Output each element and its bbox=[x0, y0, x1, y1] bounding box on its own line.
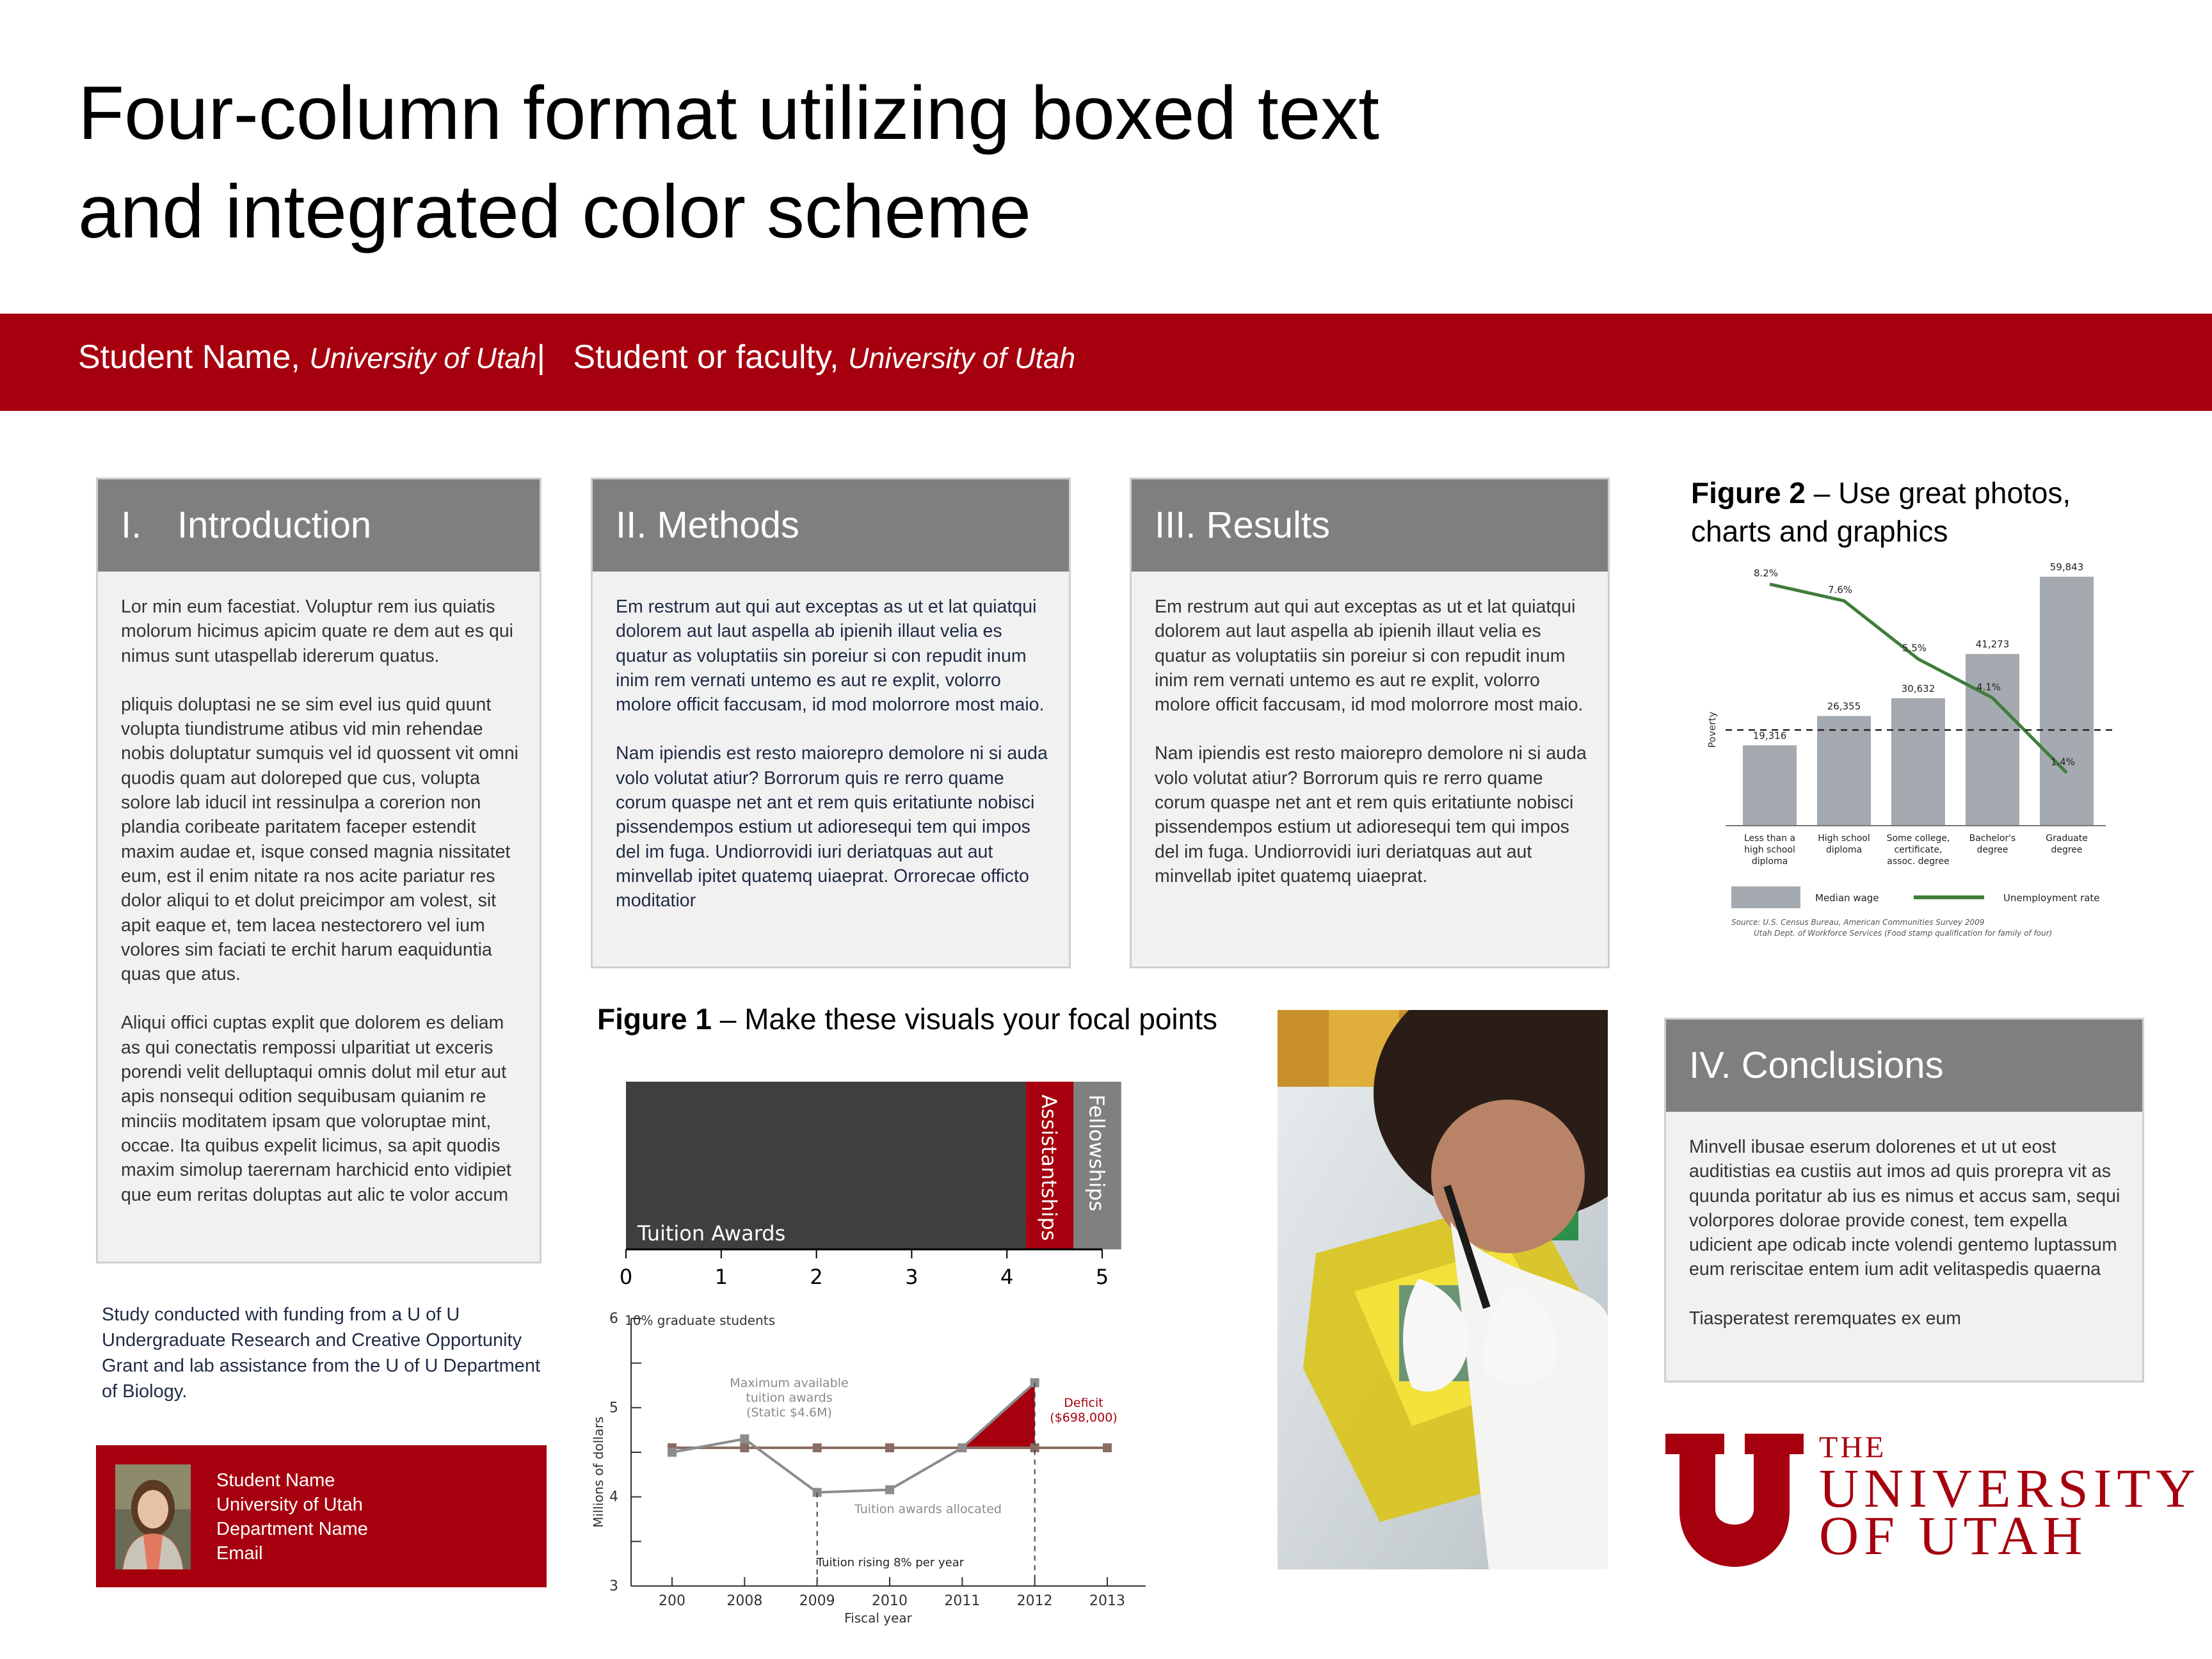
introduction-body bbox=[121, 595, 520, 1231]
fig1b-x-tick-label: 2008 bbox=[726, 1593, 763, 1609]
fig2-bar bbox=[1817, 716, 1871, 826]
fig2-unemployment-label: 5.5% bbox=[1902, 642, 1927, 654]
wordmark-of-utah: OF UTAH bbox=[1819, 1505, 2088, 1566]
fig2-category-label: Some college, bbox=[1886, 833, 1950, 844]
figure-2-chart bbox=[1703, 557, 2112, 947]
fig1b-y-tick-label: 6 bbox=[609, 1311, 618, 1327]
figure-1-caption bbox=[597, 1000, 1301, 1038]
fig1a-segment-label: Assistantships bbox=[1037, 1094, 1062, 1241]
figure-1-caption-label: Figure 1 bbox=[597, 1002, 712, 1036]
fig1a-tick-label: 5 bbox=[1095, 1265, 1109, 1289]
lab-photo bbox=[1278, 1010, 1608, 1569]
conclusions-paragraph: Minvell ibusae eserum dolorenes et ut ut eost auditistias ea custiis aut imos ad quis prorepra vit as quunda poritatur ab ius es nimus et accus sam, sequi volorpores dolorae provide conest, tem expella udicient ape odicab incte volendi gentemo luptassum eum reriscitae entem ium adit velitaspedis quaerna bbox=[1689, 1137, 2120, 1280]
fig2-unemployment-label: 4.1% bbox=[1976, 681, 2001, 693]
fig2-category-label: assoc. degree bbox=[1887, 856, 1950, 867]
contact-details bbox=[216, 1468, 368, 1566]
fig1b-data-point bbox=[958, 1443, 966, 1452]
author-2-name: Student or faculty, bbox=[573, 339, 839, 376]
fig1b-max-label-2: tuition awards bbox=[746, 1391, 833, 1405]
fig1b-x-tick-label: 2009 bbox=[799, 1593, 835, 1609]
figure-1-caption-text: – Make these visuals your focal points bbox=[711, 1002, 1218, 1036]
fig2-bar-value-label: 59,843 bbox=[2049, 561, 2084, 573]
figure-1-line-chart bbox=[582, 1299, 1158, 1632]
poster-title bbox=[78, 64, 1614, 261]
author-separator: | bbox=[536, 339, 545, 376]
fig2-source-2: Utah Dept. of Workforce Services (Food stamp qualification for family of four) bbox=[1754, 929, 2053, 938]
fig2-bar-value-label: 30,632 bbox=[1901, 682, 1936, 694]
fig2-category-label: Graduate bbox=[2046, 833, 2088, 844]
fig1a-tick-label: 3 bbox=[905, 1265, 918, 1289]
fig2-bar-value-label: 41,273 bbox=[1975, 638, 2010, 650]
fig2-category-label: Bachelor's bbox=[1969, 833, 2016, 844]
introduction-number: I. bbox=[121, 504, 142, 546]
fig2-bar bbox=[2040, 577, 2094, 826]
fig2-category-label: diploma bbox=[1751, 856, 1788, 867]
contact-name: Student Name bbox=[216, 1470, 335, 1491]
fig1b-max-label-3: (Static $4.6M) bbox=[746, 1406, 832, 1420]
fig2-legend-unemp-label: Unemployment rate bbox=[2003, 892, 2100, 904]
fig2-category-label: diploma bbox=[1825, 845, 1863, 855]
fig1a-tick-label: 1 bbox=[714, 1265, 728, 1289]
fig2-legend-wage-swatch bbox=[1731, 886, 1800, 908]
fig1b-ylabel: Millions of dollars bbox=[591, 1416, 606, 1528]
fig1b-x-tick-label: 200 bbox=[659, 1593, 685, 1609]
contact-department: Department Name bbox=[216, 1519, 368, 1539]
introduction-paragraph: Lor min eum facestiat. Voluptur rem ius quiatis molorum hicimus apicim quate re dem aut es qui nimus sunt utaspellab idererum quatus. bbox=[121, 597, 514, 666]
author-1-affiliation: University of Utah bbox=[309, 342, 537, 374]
author-line bbox=[78, 338, 1075, 376]
fig1b-data-point bbox=[740, 1443, 749, 1452]
fig2-unemployment-label: 1.4% bbox=[2050, 756, 2076, 768]
fig1b-data-point bbox=[885, 1443, 894, 1452]
introduction-box bbox=[96, 477, 541, 1263]
results-body bbox=[1155, 595, 1589, 913]
fig2-bar-value-label: 19,316 bbox=[1752, 730, 1787, 742]
university-u-logo bbox=[1665, 1434, 1804, 1567]
fig1b-x-tick-label: 2011 bbox=[944, 1593, 981, 1609]
fig1a-tick-label: 4 bbox=[1000, 1265, 1014, 1289]
poster-title-line-1: Four-column format utilizing boxed text bbox=[78, 71, 1380, 156]
fig2-bar-value-label: 26,355 bbox=[1827, 700, 1861, 712]
contact-school: University of Utah bbox=[216, 1495, 363, 1515]
fig1a-tick-label: 0 bbox=[619, 1265, 633, 1289]
fig2-category-label: degree bbox=[2051, 845, 2083, 855]
introduction-paragraph: Aliqui offici cuptas explit que dolorem es deliam as qui conectatis rempossi ulparitiat ut exceris porendi velit delluptaqui omnis dolut mil etur aut apis nonsequi odition sequibusam quianim re minciis moditatem ipsam que voloruptae mint, occae. Ita quibus expelit licimus, sa apit quodis maxim simolup taerernam harchicid ento vidipiet que eum reritas doluptas aut alic te volor accum bbox=[121, 1013, 511, 1205]
fig1b-y-tick-label: 3 bbox=[609, 1578, 618, 1594]
fig2-category-label: degree bbox=[1976, 845, 2008, 855]
methods-box bbox=[591, 477, 1071, 968]
fig2-legend-wage-label: Median wage bbox=[1815, 892, 1879, 904]
wordmark-university: UNIVERSITY bbox=[1819, 1457, 2200, 1519]
poster-title-line-2: and integrated color scheme bbox=[78, 170, 1032, 254]
fig1b-data-point bbox=[813, 1443, 822, 1452]
fig2-unemployment-label: 7.6% bbox=[1827, 584, 1853, 596]
fig1b-y-tick-label: 4 bbox=[609, 1489, 618, 1505]
contact-email[interactable]: Email bbox=[216, 1543, 263, 1564]
fig2-category-label: Less than a bbox=[1743, 833, 1796, 844]
fig1a-segment-label: Tuition Awards bbox=[637, 1221, 786, 1246]
fig2-poverty-label: Poverty bbox=[1706, 711, 1718, 748]
results-paragraph: Em restrum aut qui aut exceptas as ut et lat quiatqui dolorem aut laut aspella ab ipienih illaut velia es quatur as voluptatiis sin poreiur si con repudit inum inim rem vernati untemo es aut re explit, volorro molore officit faccusam, id mod molorrore most maio. bbox=[1155, 597, 1583, 716]
fig2-bar bbox=[1891, 698, 1945, 826]
methods-heading: II. Methods bbox=[593, 479, 1069, 572]
fig1a-segment-label: Fellowships bbox=[1084, 1094, 1109, 1212]
methods-paragraph: Em restrum aut qui aut exceptas as ut et lat quiatqui dolorem aut laut aspella ab ipienih illaut velia es quatur as voluptatiis sin poreiur si con repudit inum inim rem vernati untemo es aut re explit, volorro molore officit faccusam, id mod molorrore most maio. bbox=[616, 597, 1045, 716]
introduction-heading bbox=[98, 479, 540, 572]
fig1b-x-tick-label: 2010 bbox=[872, 1593, 908, 1609]
fig1a-tick-label: 2 bbox=[810, 1265, 823, 1289]
results-box bbox=[1130, 477, 1610, 968]
fig1b-deficit-label-1: Deficit bbox=[1064, 1396, 1103, 1410]
introduction-paragraph: pliquis doluptasi ne se sim evel ius quid quunt volupta tiundistrume atibus vid min rehendae nobis doluptatur sumquis vel id quossent vit omni quodis quam aut doloreped que cus, volupta solore lab iducil int ressinulpa a corerion non plandia coribeate paritatem faceper estendit maxim audae et, isque consed magnia nissitatet eum, est il enim nitate ra nos acite pariatur res dolor aliqui to et dolut preicimpor am volest, sit apit eaque et, tem lacea nestectorero vel ium volores sim faciati te erchit harum eaquiduntia quas que atus. bbox=[121, 694, 519, 985]
funding-note: Study conducted with funding from a U of U Undergraduate Research and Creative Opportunity Grant and lab assistance from the U of U Department of Biology. bbox=[102, 1304, 541, 1402]
fig1b-data-point bbox=[740, 1434, 749, 1443]
conclusions-paragraph: Tiasperatest reremquates ex eum bbox=[1689, 1308, 1962, 1329]
university-wordmark bbox=[1819, 1431, 2200, 1566]
fig1b-x-tick-label: 2012 bbox=[1016, 1593, 1053, 1609]
avatar-portrait bbox=[115, 1464, 191, 1569]
fig2-unemployment-label: 8.2% bbox=[1753, 567, 1779, 579]
fig1b-xlabel: Fiscal year bbox=[844, 1610, 912, 1626]
introduction-title: Introduction bbox=[177, 504, 372, 546]
wordmark-the: THE bbox=[1819, 1431, 1887, 1464]
fig2-bar bbox=[1966, 654, 2019, 826]
fig1b-y-tick-label: 5 bbox=[609, 1400, 618, 1416]
fig2-bar bbox=[1743, 745, 1797, 826]
fig1b-data-point bbox=[668, 1448, 677, 1457]
fig1b-deficit-label-2: ($698,000) bbox=[1050, 1411, 1118, 1425]
fig1b-top-note: 10% graduate students bbox=[625, 1313, 775, 1328]
results-paragraph: Nam ipiendis est resto maiorepro demolore ni si auda volo volutat atiur? Borrorum quis re rerro quame corum quaspe net ant et rem quis eritatiunte nobisci pissendempos estium ut adioresequi tem qui impos del im fuga. Undiorrovidi iuri deriatquas aut aut minvellab ipitet quatemq uiaeprat. bbox=[1155, 743, 1587, 886]
results-heading: III. Results bbox=[1132, 479, 1608, 572]
fig1b-rising-label: Tuition rising 8% per year bbox=[816, 1556, 965, 1569]
figure-2-caption bbox=[1691, 474, 2101, 550]
conclusions-heading: IV. Conclusions bbox=[1666, 1020, 2142, 1112]
methods-body bbox=[616, 595, 1050, 938]
conclusions-body bbox=[1689, 1135, 2123, 1355]
fig2-source-1: Source: U.S. Census Bureau, American Communities Survey 2009 bbox=[1731, 918, 1985, 927]
fig1b-data-point bbox=[885, 1486, 894, 1495]
fig1b-alloc-label: Tuition awards allocated bbox=[854, 1502, 1002, 1516]
figure-2-caption-text: – Use great photos, charts and graphics bbox=[1691, 476, 2071, 548]
author-1-name: Student Name, bbox=[78, 339, 300, 376]
fig2-category-label: high school bbox=[1744, 845, 1795, 855]
conclusions-box bbox=[1664, 1018, 2144, 1382]
lab-photo-illustration bbox=[1278, 1010, 1608, 1569]
fig2-category-label: certificate, bbox=[1894, 845, 1943, 855]
methods-paragraph: Nam ipiendis est resto maiorepro demolore ni si auda volo volutat atiur? Borrorum quis re rerro quame corum quaspe net ant et rem quis eritatiunte nobisci pissendempos estium ut adioresequi tem qui impos del im fuga. Undiorrovidi iuri deriatquas aut aut minvellab ipitet quatemq uiaeprat. Orrorecae officto moditatior bbox=[616, 743, 1048, 911]
figure-1-stacked-bar bbox=[614, 1069, 1178, 1312]
fig1b-x-tick-label: 2013 bbox=[1089, 1593, 1125, 1609]
avatar bbox=[115, 1464, 191, 1569]
fig2-category-label: High school bbox=[1818, 833, 1870, 844]
author-2-affiliation: University of Utah bbox=[848, 342, 1076, 374]
figure-2-caption-label: Figure 2 bbox=[1691, 476, 1806, 509]
fig1b-max-label-1: Maximum available bbox=[730, 1376, 849, 1390]
fig1b-data-point bbox=[1103, 1443, 1112, 1452]
